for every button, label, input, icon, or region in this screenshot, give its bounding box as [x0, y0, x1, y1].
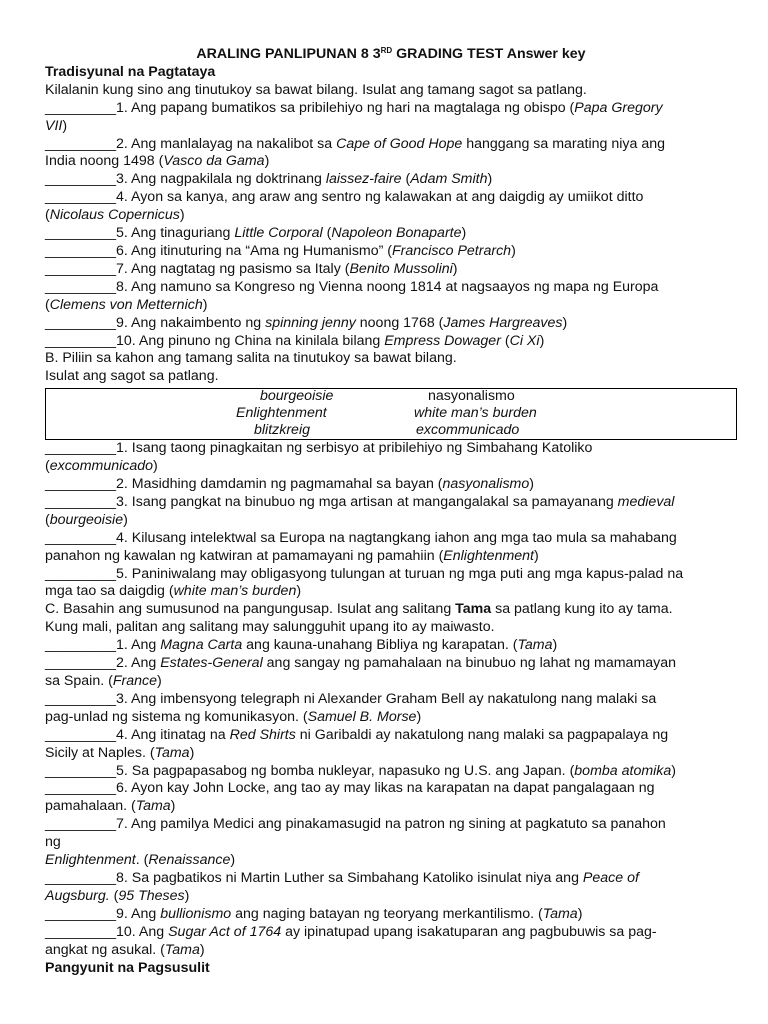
item-c-5: _________5. Sa pagpapasabog ng bomba nukleyar, napasuko ng U.S. ang Japan. (bomba atomika)	[45, 762, 677, 779]
word-bank-word: excommunicado	[416, 422, 520, 439]
item-b-4-cont: panahon ng kawalan ng katwiran at pamamayani ng pamahiin (Enlightenment)	[45, 547, 539, 564]
item-a-7: _________7. Ang nagtatag ng pasismo sa Italy (Benito Mussolini)	[45, 260, 458, 277]
item-b-5: _________5. Paniniwalang may obligasyong tulungan at turuan ng mga puti ang mga kapus-palad na	[45, 565, 684, 582]
word-bank-box	[45, 388, 737, 440]
item-c-10: _________10. Ang Sugar Act of 1764 ay ipinatupad upang isakatuparan ang pagbubuwis sa pag-	[45, 923, 657, 940]
item-a-2-cont: India noong 1498 (Vasco da Gama)	[45, 153, 270, 170]
item-b-1: _________1. Isang taong pinagkaitan ng serbisyo at pribilehiyo ng Simbahang Katoliko	[45, 440, 593, 457]
item-a-10: _________10. Ang pinuno ng China na kinilala bilang Empress Dowager (Ci Xi)	[45, 332, 545, 349]
item-c-8-cont: Augsburg. (95 Theses)	[45, 887, 190, 904]
instruction-part-c-2: Kung mali, palitan ang salitang may salungguhit upang ito ay maiwasto.	[45, 619, 495, 636]
word-bank-word: bourgeoisie	[260, 388, 334, 405]
instruction-part-c-1: C. Basahin ang sumusunod na pangungusap. Isulat ang salitang Tama sa patlang kung ito ay tama.	[45, 601, 673, 618]
item-a-1: _________1. Ang papang bumatikos sa pribilehiyo ng hari na magtalaga ng obispo (Papa Gregory	[45, 99, 663, 116]
instruction-part-a: Kilalanin kung sino ang tinutukoy sa bawat bilang. Isulat ang tamang sagot sa patlang.	[45, 81, 587, 98]
item-c-3: _________3. Ang imbensyong telegraph ni Alexander Graham Bell ay nakatulong nang malaki sa	[45, 690, 657, 707]
item-b-3: _________3. Isang pangkat na binubuo ng mga artisan at mangangalakal sa pamayanang medieval	[45, 493, 675, 510]
item-b-5-cont: mga tao sa daigdig (white man’s burden)	[45, 583, 302, 600]
item-c-6: _________6. Ayon kay John Locke, ang tao ay may likas na karapatan na dapat pangalagaan ng	[45, 780, 655, 797]
item-c-2: _________2. Ang Estates-General ang sangay ng pamahalaan na binubuo ng lahat ng mamamayan	[45, 655, 677, 672]
instruction-part-b-2: Isulat ang sagot sa patlang.	[45, 368, 219, 385]
item-c-7-cont: ng	[45, 834, 61, 851]
item-c-8: _________8. Sa pagbatikos ni Martin Luther sa Simbahang Katoliko isinulat niya ang Peace of	[45, 869, 639, 886]
item-c-9: _________9. Ang bullionismo ang naging batayan ng teoryang merkantilismo. (Tama)	[45, 905, 583, 922]
item-c-7-cont2: Enlightenment. (Renaissance)	[45, 852, 236, 869]
page-title: ARALING PANLIPUNAN 8 3RD GRADING TEST Answer key	[196, 46, 586, 62]
item-a-2: _________2. Ang manlalayag na nakalibot sa Cape of Good Hope hanggang sa marating niya ang	[45, 135, 665, 152]
item-c-4-cont: Sicily at Naples. (Tama)	[45, 744, 195, 761]
item-c-7: _________7. Ang pamilya Medici ang pinakamasugid na patron ng sining at pagkatuto sa panahon	[45, 816, 666, 833]
item-b-1-cont: (excommunicado)	[45, 458, 158, 475]
item-a-4-cont: (Nicolaus Copernicus)	[45, 207, 185, 224]
item-b-4: _________4. Kilusang intelektwal sa Europa na nagtangkang iahon ang mga tao mula sa mahabang	[45, 529, 677, 546]
item-a-4: _________4. Ayon sa kanya, ang araw ang sentro ng kalawakan at ang daigdig ay umiikot ditto	[45, 189, 644, 206]
item-a-9: _________9. Ang nakaimbento ng spinning jenny noong 1768 (James Hargreaves)	[45, 314, 568, 331]
item-b-3-cont: (bourgeoisie)	[45, 511, 128, 528]
item-c-10-cont: angkat ng asukal. (Tama)	[45, 941, 205, 958]
item-a-8-cont: (Clemens von Metternich)	[45, 296, 208, 313]
word-bank-word: nasyonalismo	[428, 388, 515, 405]
item-a-1-cont: VII)	[45, 117, 68, 134]
item-a-8: _________8. Ang namuno sa Kongreso ng Vienna noong 1814 at nagsaayos ng mapa ng Europa	[45, 278, 659, 295]
answer-key-document	[45, 46, 737, 977]
item-c-1: _________1. Ang Magna Carta ang kauna-unahang Bibliya ng karapatan. (Tama)	[45, 637, 558, 654]
item-b-2: _________2. Masidhing damdamin ng pagmamahal sa bayan (nasyonalismo)	[45, 476, 534, 493]
item-c-3-cont: pag-unlad ng sistema ng komunikasyon. (Samuel B. Morse)	[45, 708, 422, 725]
word-bank-word: blitzkreig	[254, 422, 310, 439]
word-bank-word: white man’s burden	[414, 405, 537, 422]
section-heading-pangyunit: Pangyunit na Pagsusulit	[45, 959, 210, 976]
word-bank-word: Enlightenment	[236, 405, 327, 422]
item-a-6: _________6. Ang itinuturing na “Ama ng Humanismo” (Francisco Petrarch)	[45, 242, 516, 259]
section-heading-tradisyunal: Tradisyunal na Pagtataya	[45, 63, 216, 80]
instruction-part-b-1: B. Piliin sa kahon ang tamang salita na tinutukoy sa bawat bilang.	[45, 350, 457, 367]
item-c-2-cont: sa Spain. (France)	[45, 673, 162, 689]
item-c-4: _________4. Ang itinatag na Red Shirts ni Garibaldi ay nakatulong nang malaki sa pagpapalaya ng	[45, 726, 669, 743]
item-a-3: _________3. Ang nagpakilala ng doktrinang laissez-faire (Adam Smith)	[45, 171, 493, 188]
item-a-5: _________5. Ang tinaguriang Little Corporal (Napoleon Bonaparte)	[45, 225, 467, 242]
item-c-6-cont: pamahalaan. (Tama)	[45, 798, 176, 815]
